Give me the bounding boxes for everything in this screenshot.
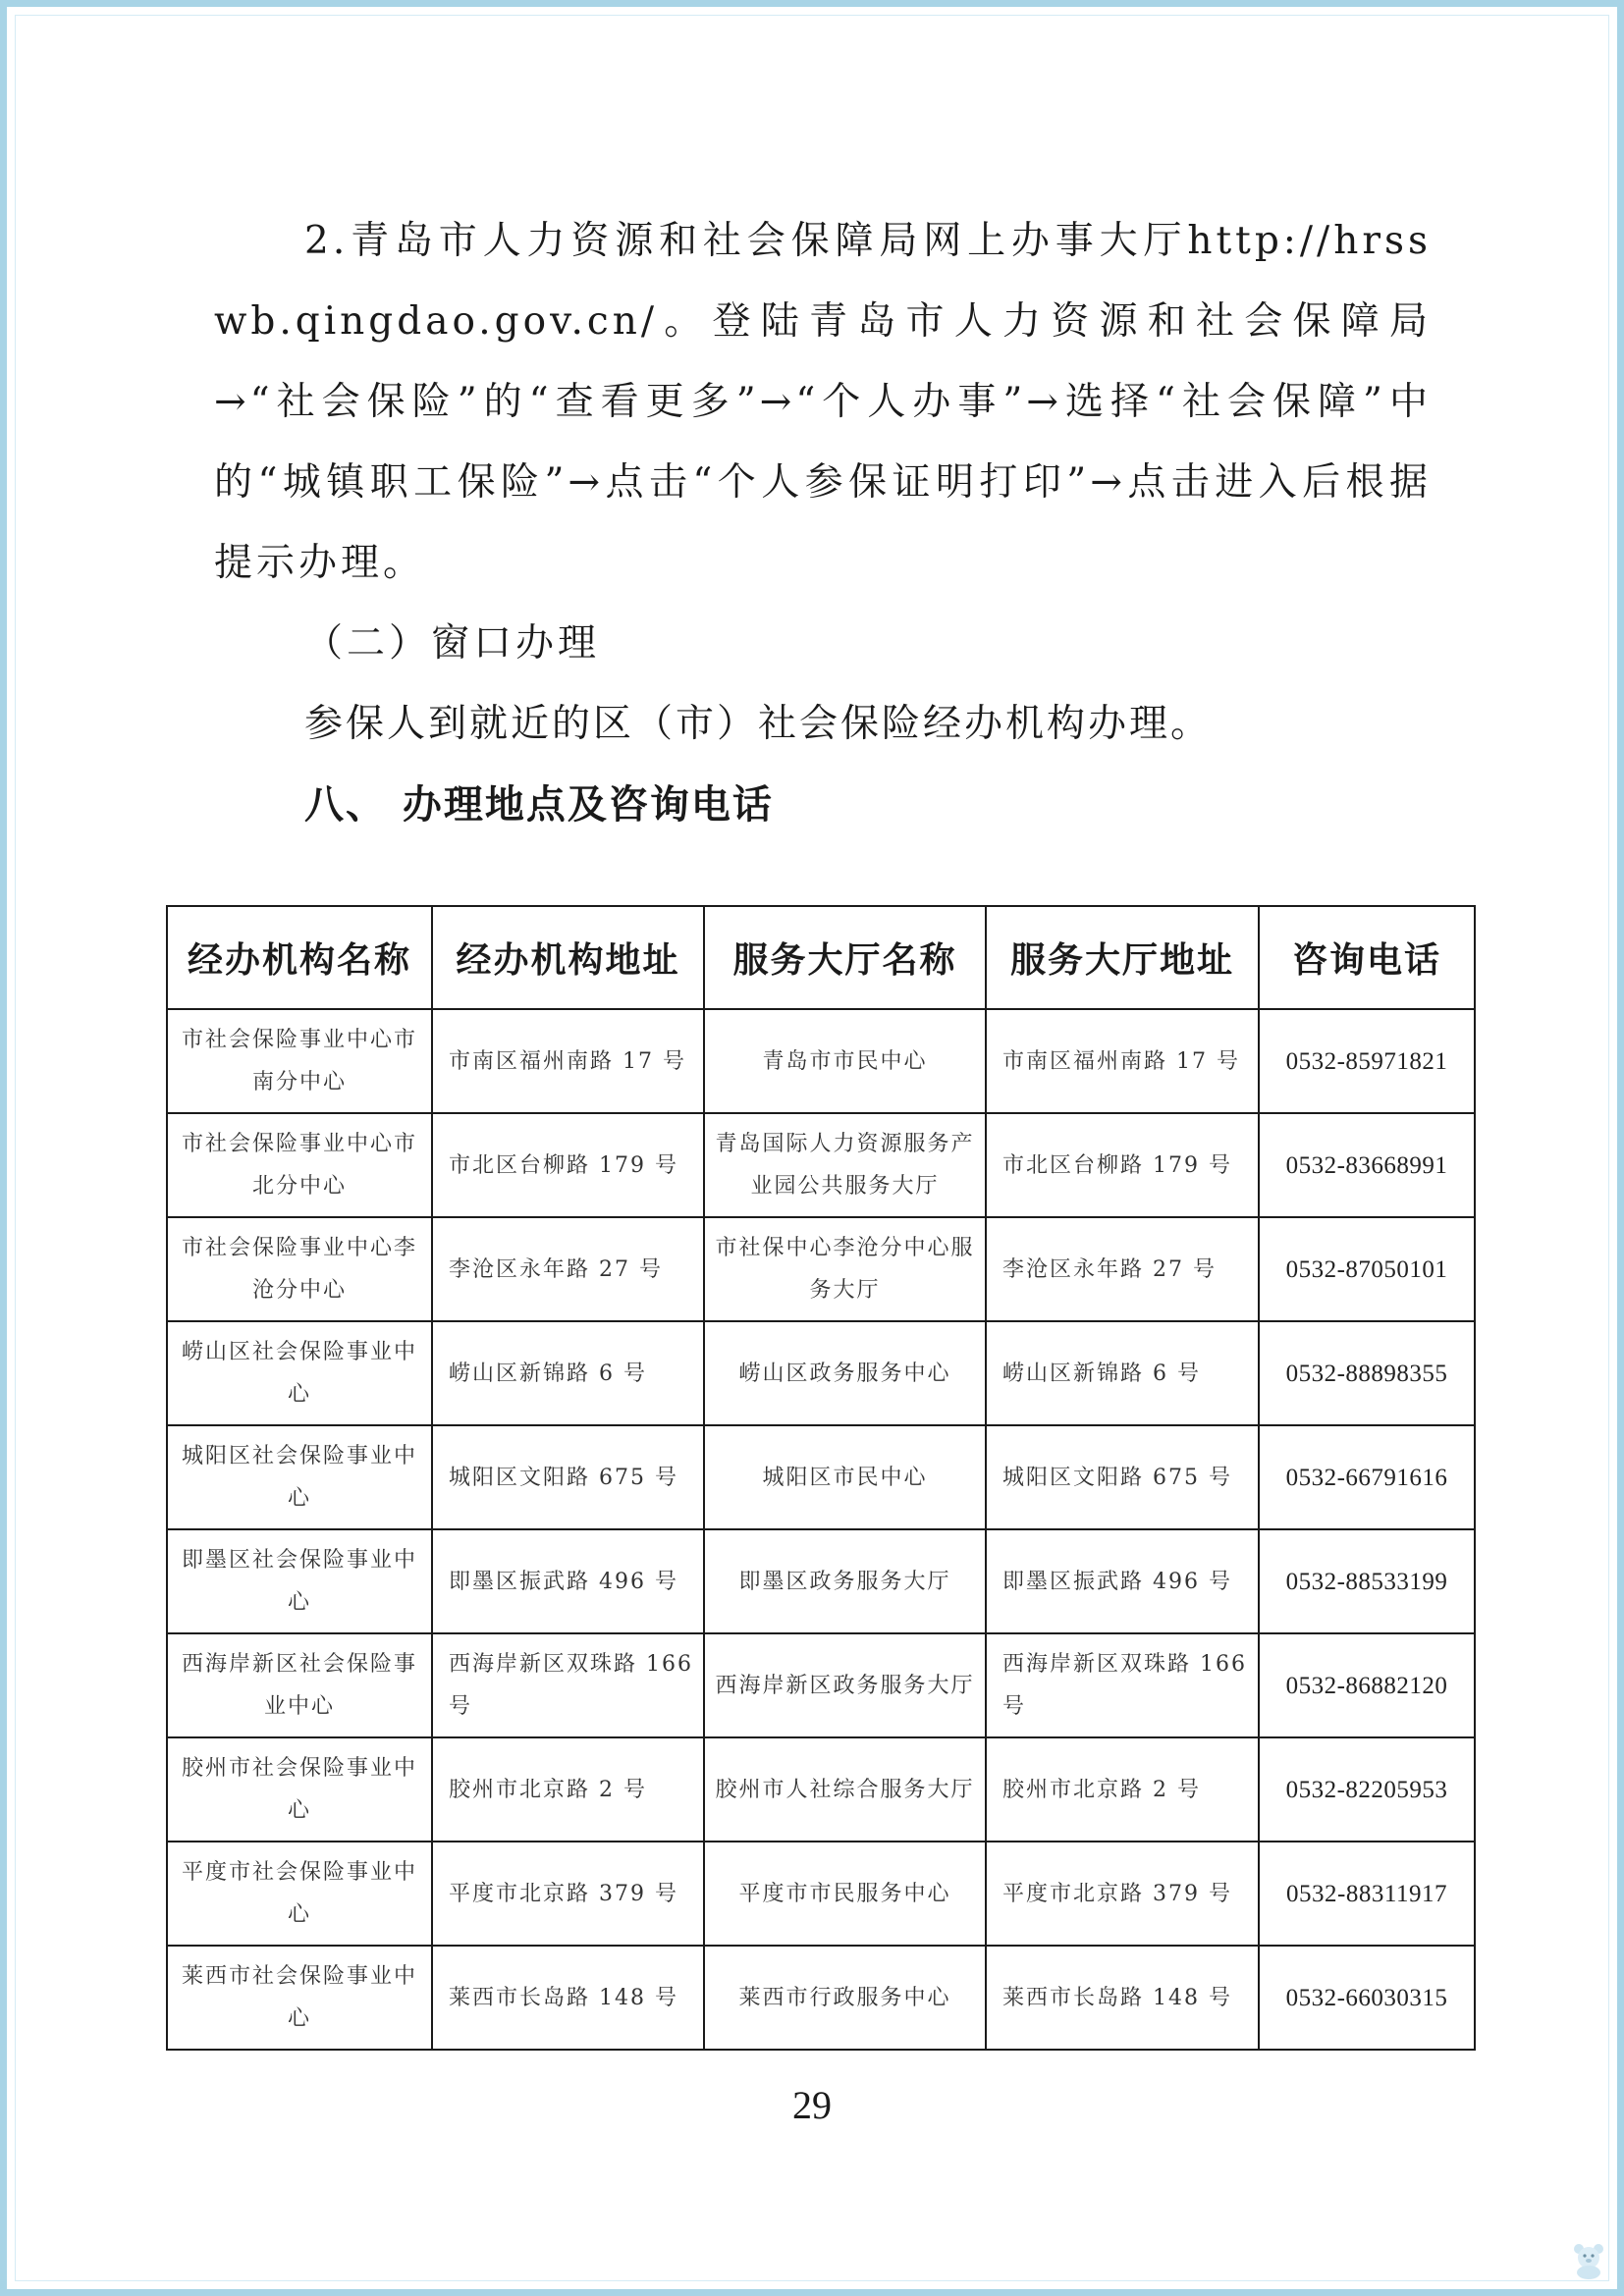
page-content (214, 201, 1432, 845)
cell-phone: 0532-87050101 (1259, 1217, 1475, 1321)
cell-agency-name: 市社会保险事业中心李沧分中心 (167, 1217, 432, 1321)
header-hall-name: 服务大厅名称 (704, 906, 986, 1009)
cell-hall-name: 平度市市民服务中心 (704, 1842, 986, 1946)
cell-agency-name: 平度市社会保险事业中心 (167, 1842, 432, 1946)
cell-agency-name: 莱西市社会保险事业中心 (167, 1946, 432, 2050)
table-row (167, 1217, 1475, 1321)
table-row (167, 1425, 1475, 1529)
cell-phone: 0532-66030315 (1259, 1946, 1475, 2050)
bear-mascot-icon (1569, 2240, 1608, 2279)
cell-agency-address: 市北区台柳路 179 号 (432, 1113, 704, 1217)
cell-hall-address: 莱西市长岛路 148 号 (986, 1946, 1259, 2050)
cell-hall-address: 李沧区永年路 27 号 (986, 1217, 1259, 1321)
table-row (167, 1529, 1475, 1633)
office-table (166, 905, 1476, 2051)
table-body (167, 1009, 1475, 2050)
cell-hall-address: 市南区福州南路 17 号 (986, 1009, 1259, 1113)
table-row (167, 1842, 1475, 1946)
cell-agency-address: 胶州市北京路 2 号 (432, 1737, 704, 1842)
cell-agency-name: 胶州市社会保险事业中心 (167, 1737, 432, 1842)
cell-agency-address: 市南区福州南路 17 号 (432, 1009, 704, 1113)
cell-phone: 0532-66791616 (1259, 1425, 1475, 1529)
cell-agency-name: 城阳区社会保险事业中心 (167, 1425, 432, 1529)
cell-agency-name: 市社会保险事业中心市南分中心 (167, 1009, 432, 1113)
header-hall-address: 服务大厅地址 (986, 906, 1259, 1009)
cell-hall-address: 西海岸新区双珠路 166 号 (986, 1633, 1259, 1737)
cell-agency-address: 即墨区振武路 496 号 (432, 1529, 704, 1633)
cell-phone: 0532-83668991 (1259, 1113, 1475, 1217)
window-service-heading: （二）窗口办理 (304, 621, 601, 666)
cell-agency-name: 西海岸新区社会保险事业中心 (167, 1633, 432, 1737)
cell-hall-name: 城阳区市民中心 (704, 1425, 986, 1529)
cell-agency-address: 西海岸新区双珠路 166 号 (432, 1633, 704, 1737)
cell-agency-name: 市社会保险事业中心市北分中心 (167, 1113, 432, 1217)
cell-agency-address: 崂山区新锦路 6 号 (432, 1321, 704, 1425)
cell-hall-name: 莱西市行政服务中心 (704, 1946, 986, 2050)
cell-hall-address: 即墨区振武路 496 号 (986, 1529, 1259, 1633)
cell-hall-name: 青岛市市民中心 (704, 1009, 986, 1113)
cell-agency-address: 莱西市长岛路 148 号 (432, 1946, 704, 2050)
table-row (167, 1321, 1475, 1425)
cell-hall-name: 青岛国际人力资源服务产业园公共服务大厅 (704, 1113, 986, 1217)
cell-agency-name: 崂山区社会保险事业中心 (167, 1321, 432, 1425)
table-row (167, 1946, 1475, 2050)
header-phone: 咨询电话 (1259, 906, 1475, 1009)
online-service-paragraph: 2.青岛市人力资源和社会保障局网上办事大厅http://hrsswb.qingdao.gov.cn/。登陆青岛市人力资源和社会保障局→“社会保险”的“查看更多”→“个人办事”→选择“社会保障”中的“城镇职工保险”→点击“个人参保证明打印”→点击进入后根据提示办理。 (214, 219, 1432, 585)
cell-hall-address: 市北区台柳路 179 号 (986, 1113, 1259, 1217)
cell-hall-name: 崂山区政务服务中心 (704, 1321, 986, 1425)
cell-agency-address: 平度市北京路 379 号 (432, 1842, 704, 1946)
header-agency-name: 经办机构名称 (167, 906, 432, 1009)
table-row (167, 1633, 1475, 1737)
table-header-row (167, 906, 1475, 1009)
cell-phone: 0532-88311917 (1259, 1842, 1475, 1946)
cell-phone: 0532-86882120 (1259, 1633, 1475, 1737)
window-service-text: 参保人到就近的区（市）社会保险经办机构办理。 (304, 702, 1213, 746)
cell-hall-name: 胶州市人社综合服务大厅 (704, 1737, 986, 1842)
cell-hall-address: 崂山区新锦路 6 号 (986, 1321, 1259, 1425)
header-agency-address: 经办机构地址 (432, 906, 704, 1009)
cell-hall-name: 市社保中心李沧分中心服务大厅 (704, 1217, 986, 1321)
cell-hall-name: 即墨区政务服务大厅 (704, 1529, 986, 1633)
cell-hall-name: 西海岸新区政务服务大厅 (704, 1633, 986, 1737)
table-row (167, 1737, 1475, 1842)
cell-hall-address: 胶州市北京路 2 号 (986, 1737, 1259, 1842)
cell-agency-address: 城阳区文阳路 675 号 (432, 1425, 704, 1529)
cell-phone: 0532-85971821 (1259, 1009, 1475, 1113)
cell-agency-name: 即墨区社会保险事业中心 (167, 1529, 432, 1633)
cell-agency-address: 李沧区永年路 27 号 (432, 1217, 704, 1321)
cell-hall-address: 平度市北京路 379 号 (986, 1842, 1259, 1946)
cell-phone: 0532-88898355 (1259, 1321, 1475, 1425)
table-row (167, 1009, 1475, 1113)
table-row (167, 1113, 1475, 1217)
cell-phone: 0532-88533199 (1259, 1529, 1475, 1633)
cell-phone: 0532-82205953 (1259, 1737, 1475, 1842)
section-heading: 八、 办理地点及咨询电话 (304, 782, 774, 828)
cell-hall-address: 城阳区文阳路 675 号 (986, 1425, 1259, 1529)
page-number: 29 (792, 2083, 832, 2127)
